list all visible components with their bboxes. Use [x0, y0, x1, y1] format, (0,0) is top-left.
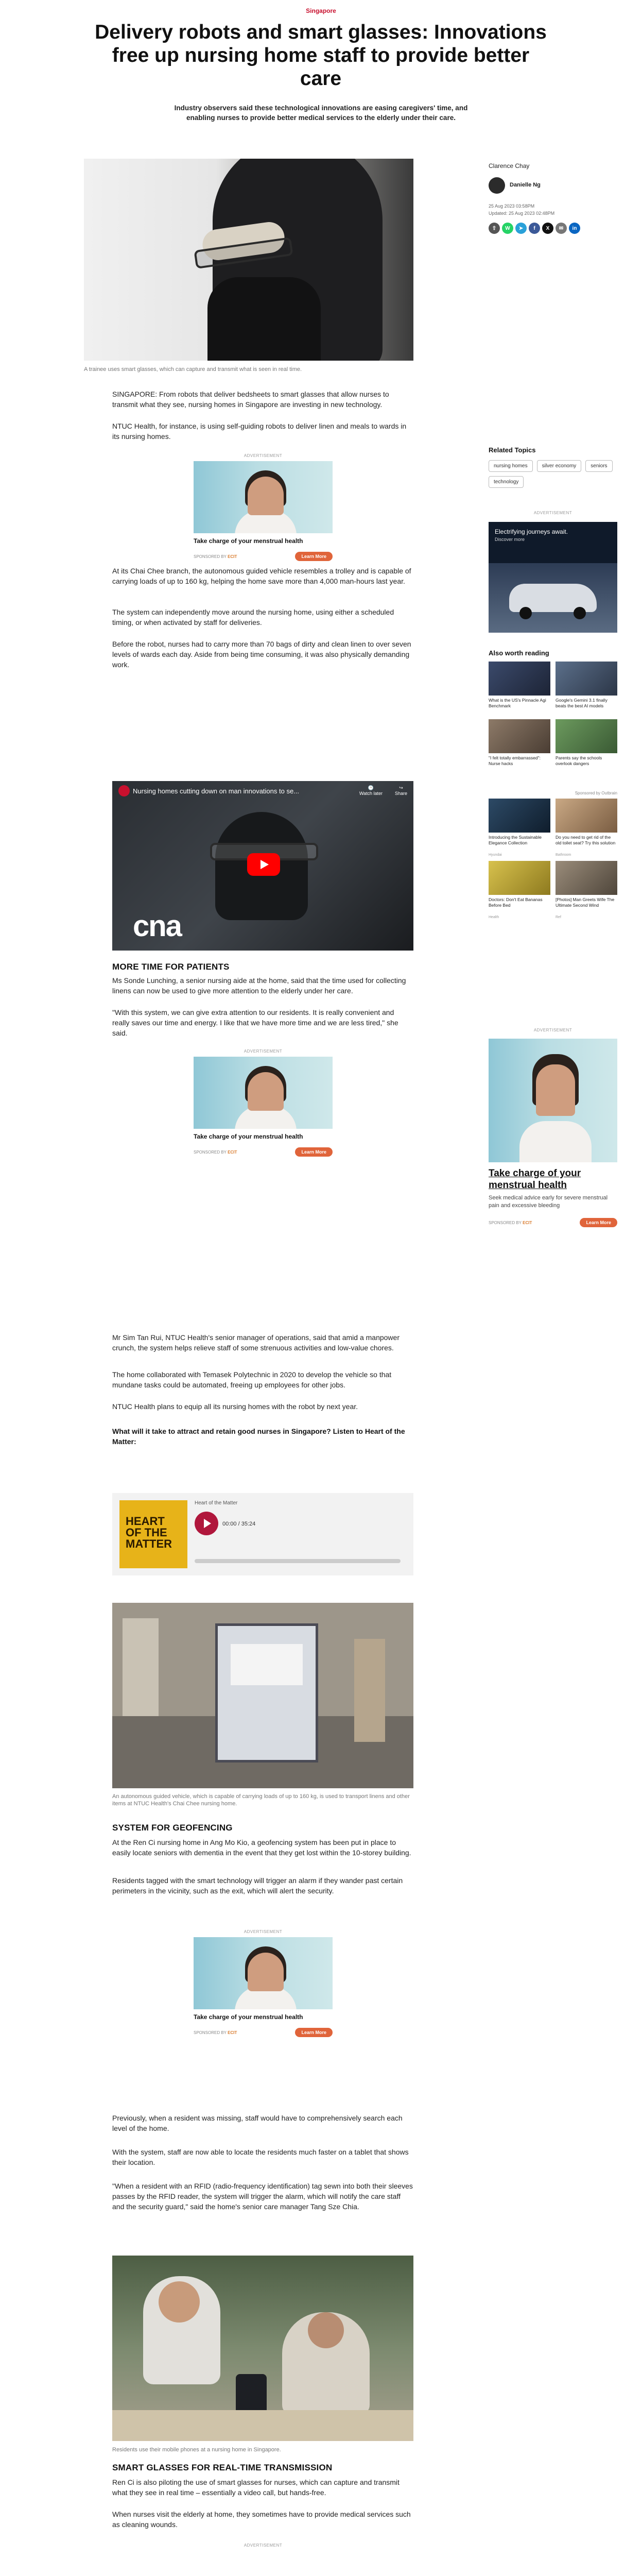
linkedin-icon[interactable]: in [569, 223, 580, 234]
learn-more-button[interactable]: Learn More [295, 552, 333, 561]
author-names: Clarence Chay [489, 162, 530, 170]
sponsored-card[interactable]: [Photos] Man Greets Wife The Ultimate Second Wind Ref [556, 861, 617, 919]
paragraph: The home collaborated with Temasek Polytechnic in 2020 to develop the vehicle so that mundane tasks could be automated, freeing up employees for other jobs. [112, 1370, 392, 1389]
paragraph: With the system, staff are now able to locate the residents much faster on a tablet that shows their location. [112, 2148, 409, 2166]
outbrain-label[interactable]: Sponsored by Outbrain [575, 791, 617, 795]
telegram-icon[interactable]: ➤ [515, 223, 527, 234]
publish-dates [489, 202, 554, 217]
inline-ad[interactable] [194, 453, 333, 561]
play-button[interactable] [247, 853, 280, 876]
video-player[interactable] [112, 781, 413, 951]
watch-later-button[interactable]: 🕒 Watch later [359, 785, 383, 796]
inline-ad[interactable] [194, 1929, 333, 2037]
section-tag[interactable]: Singapore [306, 7, 336, 14]
sidebar-ad-headline: Electrifying journeys await. Discover more [495, 528, 568, 542]
photo-caption: An autonomous guided vehicle, which is capable of carrying loads of up to 160 kg, is used to transport linens and other items at NTUC Health's Chai Chee nursing home. [112, 1793, 410, 1807]
ad-sponsor: SPONSORED BY ECIT [489, 1220, 532, 1225]
ad-label: ADVERTISEMENT [533, 1028, 572, 1032]
hero-caption: A trainee uses smart glasses, which can capture and transmit what is seen in real time. [84, 366, 302, 372]
ad-image [194, 1937, 333, 2009]
page-title: Delivery robots and smart glasses: Innovations free up nursing home staff to provide better care [95, 21, 547, 90]
hero-image [84, 159, 413, 361]
residents-photo [112, 2256, 413, 2441]
worth-reading-heading: Also worth reading [489, 649, 549, 657]
paragraph: SINGAPORE: From robots that deliver bedsheets to smart glasses that allow nurses to transmit what they see, nursing homes in Singapore are investing in new technology. [112, 390, 389, 409]
ad-title[interactable]: Take charge of your menstrual health [194, 2013, 303, 2021]
ad-label: ADVERTISEMENT [244, 2543, 283, 2548]
worth-reading-grid [489, 662, 617, 773]
subheading: SYSTEM FOR GEOFENCING [112, 1823, 233, 1833]
ad-image [194, 461, 333, 533]
photo-caption: Residents use their mobile phones at a nursing home in Singapore. [112, 2447, 281, 2453]
paragraph: Previously, when a resident was missing, staff would have to comprehensively search each level of the home. [112, 2114, 403, 2132]
paragraph: Ms Sonde Lunching, a senior nursing aide at the home, said that the time used for collecting linens can now be used to give more attention to the elderly under her care. [112, 976, 406, 995]
ad-sponsor: SPONSORED BY ECIT [194, 554, 237, 559]
author-link[interactable]: Danielle Ng [510, 182, 541, 188]
sidebar-ad[interactable] [489, 522, 617, 633]
podcast-title: Heart of the Matter [195, 1500, 238, 1506]
topic-tag[interactable]: seniors [585, 460, 612, 472]
learn-more-button[interactable]: Learn More [295, 1147, 333, 1157]
worth-reading-card[interactable]: "I felt totally embarrassed": Nurse hacks [489, 719, 550, 773]
topic-tag[interactable]: technology [489, 476, 524, 488]
podcast-player[interactable] [112, 1493, 413, 1575]
sponsored-grid [489, 799, 617, 919]
subheading: SMART GLASSES FOR REAL-TIME TRANSMISSION [112, 2463, 333, 2472]
avatar [489, 177, 505, 194]
topic-list [489, 460, 617, 488]
paragraph: "When a resident with an RFID (radio-frequency identification) tag sewn into both their sleeves passes by the RFID reader, the system will trigger the alarm, which will notify the care staff and the security guard," said the home's senior care manager Tang Sze Chia. [112, 2182, 413, 2211]
ad-label: ADVERTISEMENT [244, 1929, 283, 1934]
paragraph: Before the robot, nurses had to carry more than 70 bags of dirty and clean linen to over seven levels of wards each day. Aside from being time consuming, it was also physically demanding work. [112, 640, 411, 669]
video-title[interactable]: Nursing homes cutting down on man innovations to se... [133, 787, 300, 795]
ad-sponsor: SPONSORED BY ECIT [194, 2030, 237, 2035]
share-bar [489, 223, 580, 234]
cna-logo: cna [133, 909, 181, 943]
paragraph: Residents tagged with the smart technology will trigger an alarm if they wander past certain perimeters in the vicinity, such as the exit, which will alert the security. [112, 1876, 403, 1895]
sidebar-ad-title[interactable]: Take charge of your menstrual health [489, 1168, 581, 1191]
sidebar-ad-2[interactable] [489, 1039, 617, 1227]
paragraph: At the Ren Ci nursing home in Ang Mo Kio, a geofencing system has been put in place to easily locate seniors with dementia in the event that they get lost within the 10-storey building. [112, 1838, 411, 1857]
learn-more-button[interactable]: Learn More [580, 1218, 617, 1227]
paragraph: Ren Ci is also piloting the use of smart glasses for nurses, which can capture and transmit what they see in real time – essentially a video call, but hands-free. [112, 2478, 400, 2497]
paragraph: The system can independently move around the nursing home, using either a scheduled timing, or when activated by staff for deliveries. [112, 608, 394, 626]
paragraph: At its Chai Chee branch, the autonomous guided vehicle resembles a trolley and is capable of carrying loads of up to 160 kg, helping the home save more than 4,000 man-hours last year. [112, 567, 411, 585]
facebook-icon[interactable]: f [529, 223, 540, 234]
podcast-play-button[interactable] [195, 1512, 218, 1535]
inline-ad[interactable] [194, 1049, 333, 1157]
email-icon[interactable]: ✉ [556, 223, 567, 234]
ad-title[interactable]: Take charge of your menstrual health [194, 537, 303, 545]
ad-label: ADVERTISEMENT [244, 1049, 283, 1054]
topic-tag[interactable]: silver economy [537, 460, 582, 472]
subheading: MORE TIME FOR PATIENTS [112, 962, 230, 972]
sponsored-card[interactable]: Introducing the Sustainable Elegance Collection Hyundai [489, 799, 550, 857]
podcast-artwork: HEART OF THE MATTER [119, 1500, 187, 1568]
ad-sponsor: SPONSORED BY ECIT [194, 1149, 237, 1155]
paragraph: When nurses visit the elderly at home, they sometimes have to provide medical services such as cleaning wounds. [112, 2510, 411, 2529]
sidebar-ad-image [489, 1039, 617, 1162]
paragraph: "With this system, we can give extra attention to our residents. It is really convenient and really saves our time and energy. I like that we have more time and we are less tired," she said. [112, 1008, 398, 1037]
updated-date: Updated: 25 Aug 2023 02:48PM [489, 211, 555, 216]
share-icon[interactable]: ⇧ [489, 223, 500, 234]
sponsored-card[interactable]: Doctors: Don't Eat Bananas Before Bed Health [489, 861, 550, 919]
worth-reading-card[interactable]: Parents say the schools overlook dangers [556, 719, 617, 773]
podcast-time: 00:00 / 35:24 [222, 1521, 256, 1527]
sponsored-card[interactable]: Do you need to get rid of the old toilet seat? Try this solution Bathroom [556, 799, 617, 857]
ad-label: ADVERTISEMENT [244, 453, 283, 458]
ad-title[interactable]: Take charge of your menstrual health [194, 1133, 303, 1140]
whatsapp-icon[interactable]: W [502, 223, 513, 234]
related-topics-heading: Related Topics [489, 446, 536, 454]
topic-tag[interactable]: nursing homes [489, 460, 533, 472]
video-share-button[interactable]: ↪ Share [394, 785, 407, 796]
paragraph: NTUC Health plans to equip all its nursing homes with the robot by next year. [112, 1402, 358, 1411]
paragraph: NTUC Health, for instance, is using self-guiding robots to deliver linen and meals to wards in its nursing homes. [112, 422, 407, 440]
podcast-progress-bar[interactable] [195, 1559, 401, 1563]
sidebar-ad-description: Seek medical advice early for severe menstrual pain and excessive bleeding [489, 1195, 608, 1209]
worth-reading-card[interactable]: What is the US's Pinnacle Agi Benchmark [489, 662, 550, 715]
standfirst: Industry observers said these technological innovations are easing caregivers' time, and enabling nurses to provide better medical services to the elderly under their care. [174, 104, 468, 122]
published-date: 25 Aug 2023 03:58PM [489, 204, 535, 209]
twitter-icon[interactable]: X [542, 223, 553, 234]
ad-image [194, 1057, 333, 1129]
worth-reading-card[interactable]: Google's Gemini 3.1 finally beats the best AI models [556, 662, 617, 715]
robot-photo [112, 1603, 413, 1788]
ad-label: ADVERTISEMENT [533, 511, 572, 515]
paragraph: Mr Sim Tan Rui, NTUC Health's senior manager of operations, said that amid a manpower crunch, the system helps relieve staff of some strenuous activities and low-value chores. [112, 1333, 400, 1352]
podcast-intro: What will it take to attract and retain good nurses in Singapore? Listen to Heart of the Matter: [112, 1427, 405, 1446]
learn-more-button[interactable]: Learn More [295, 2028, 333, 2037]
